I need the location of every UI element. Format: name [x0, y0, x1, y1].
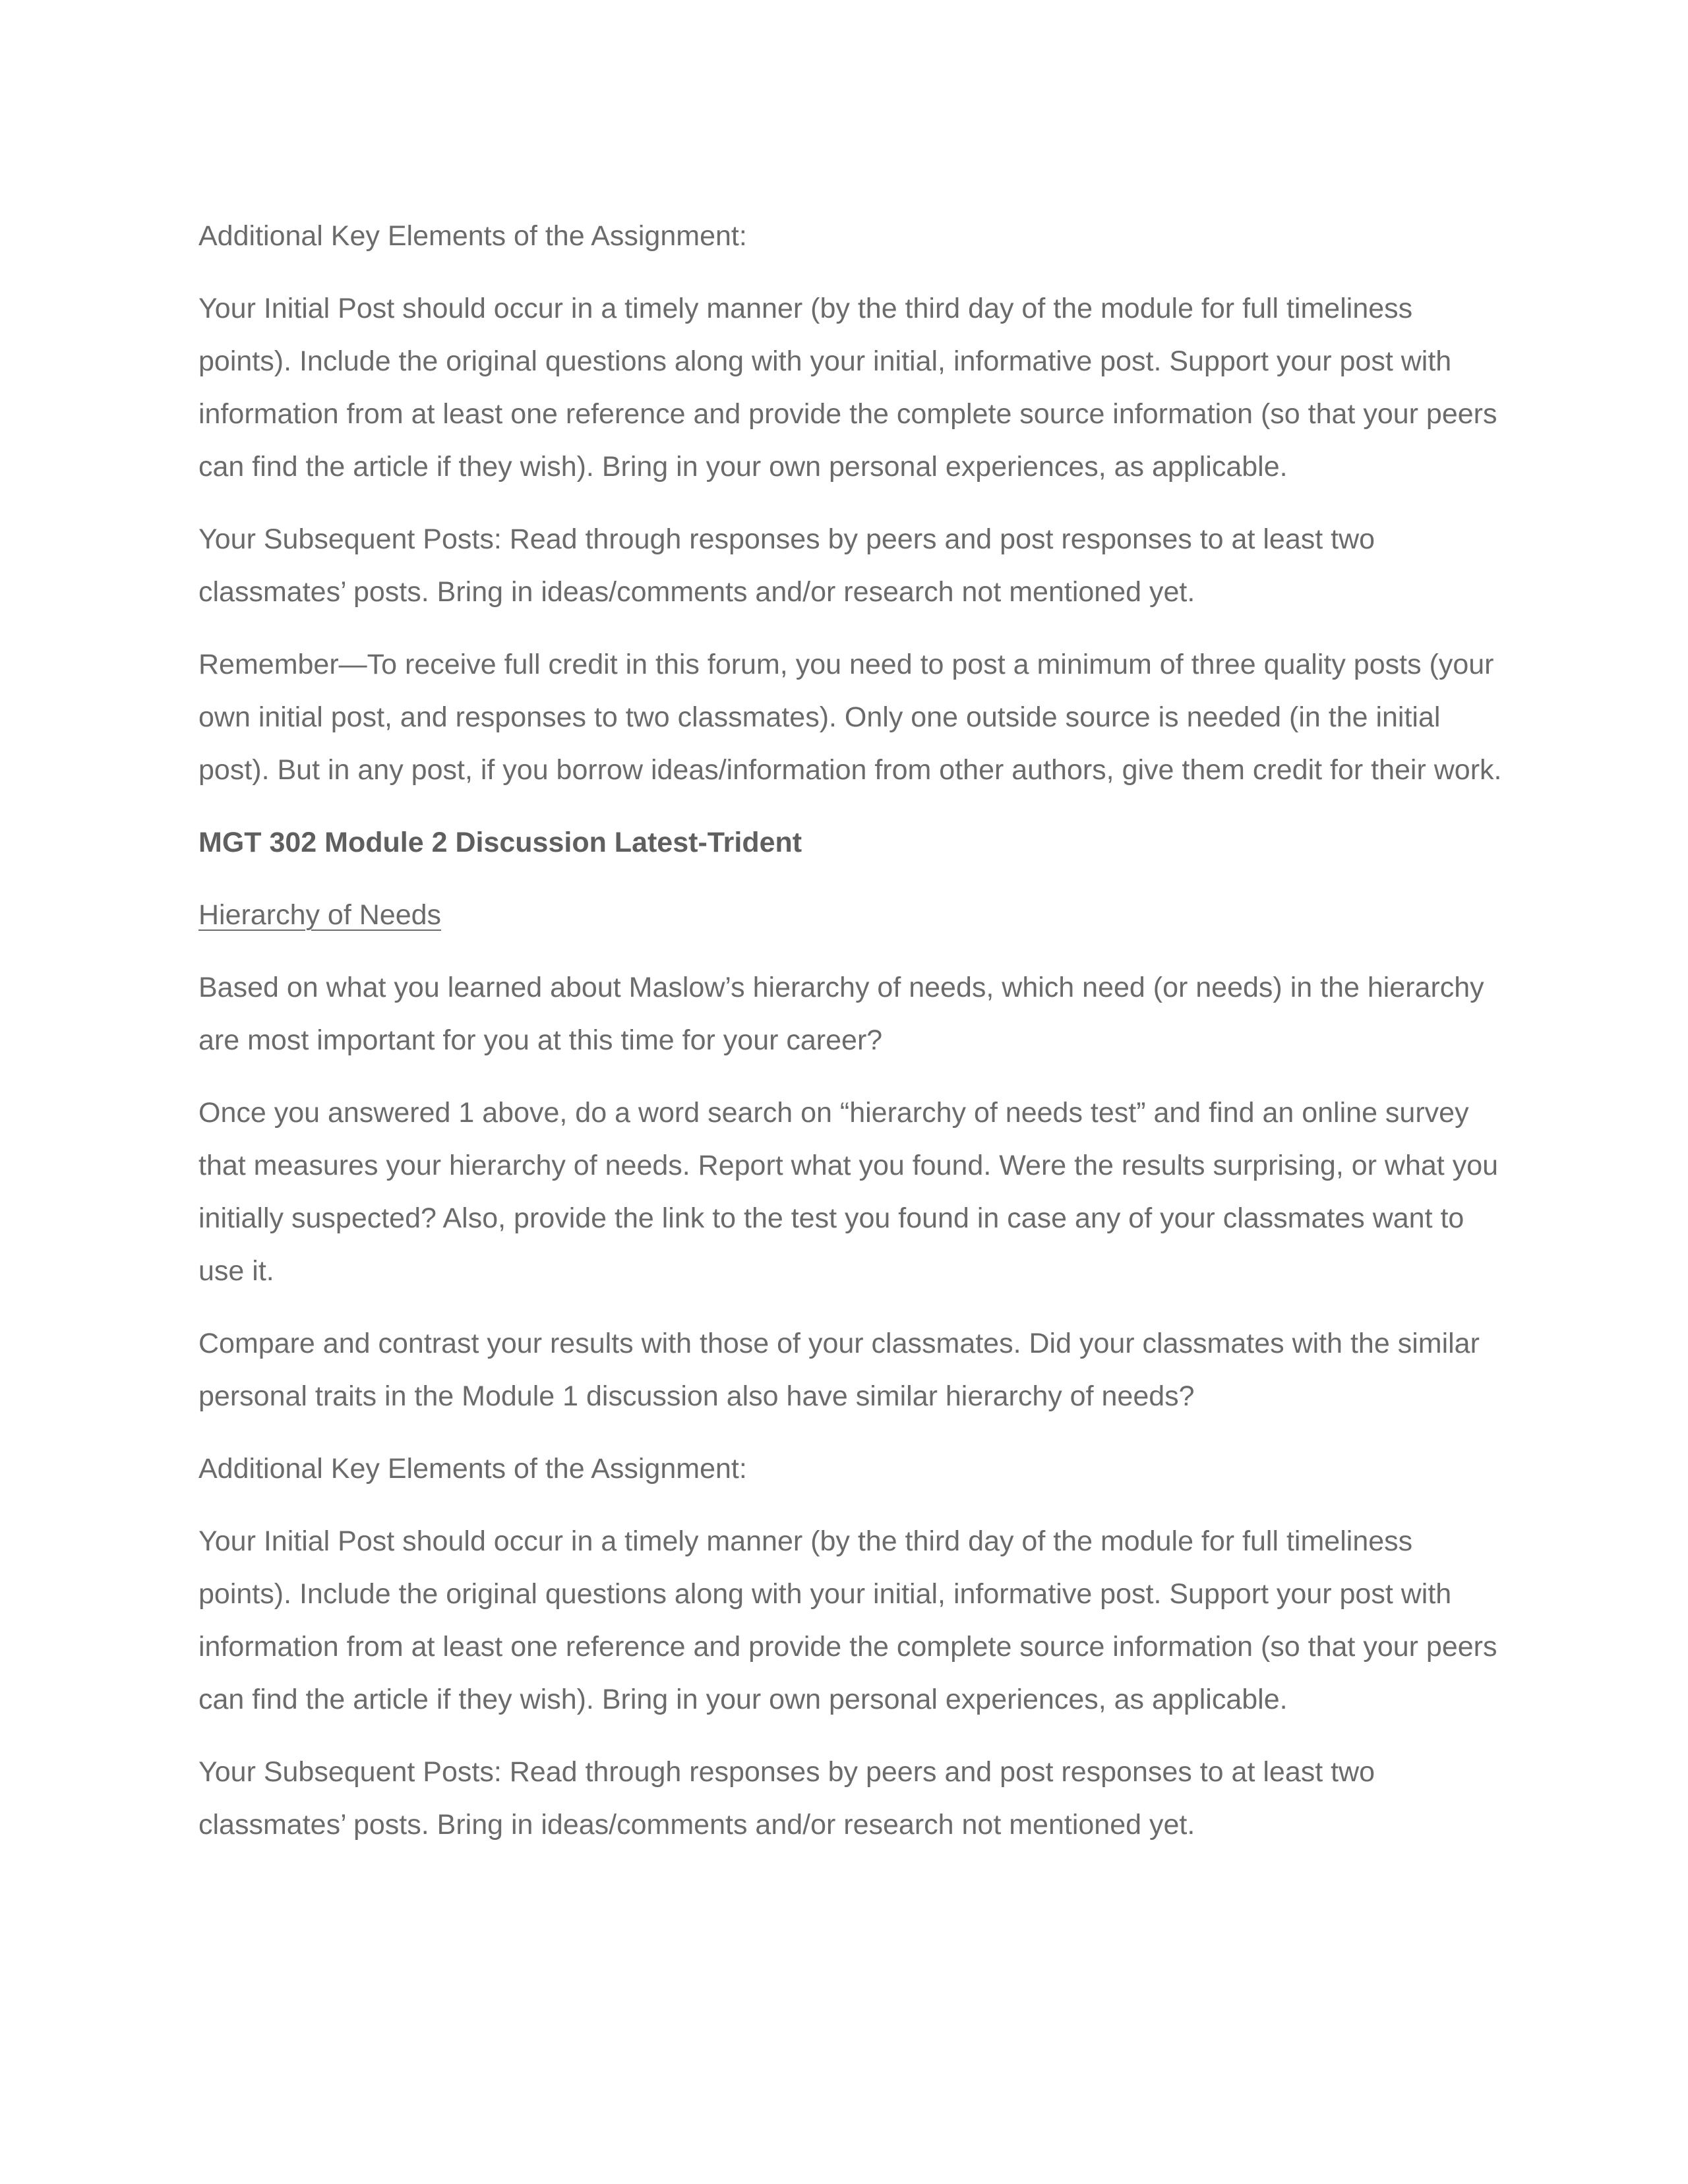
paragraph-key-elements-heading-2: Additional Key Elements of the Assignment:	[198, 1453, 747, 1485]
paragraph-subsequent-posts-2: Your Subsequent Posts: Read through responses by peers and post responses to at least two classmates’ posts. Bring in ideas/comments and/or research not mentioned yet.	[198, 1756, 1375, 1841]
paragraph-question-3: Compare and contrast your results with those of your classmates. Did your classmates with the similar personal traits in the Module 1 discussion also have similar hierarchy of needs?	[198, 1328, 1480, 1412]
paragraph-question-1: Based on what you learned about Maslow’s hierarchy of needs, which need (or needs) in the hierarchy are most important for you at this time for your career?	[198, 972, 1484, 1056]
section-subheading: Hierarchy of Needs	[198, 899, 442, 931]
section-heading: MGT 302 Module 2 Discussion Latest-Trident	[198, 827, 802, 858]
paragraph-subsequent-posts: Your Subsequent Posts: Read through responses by peers and post responses to at least two classmates’ posts. Bring in ideas/comments and/or research not mentioned yet.	[198, 523, 1375, 608]
paragraph-remember: Remember—To receive full credit in this forum, you need to post a minimum of three quality posts (your own initial post, and responses to two classmates). Only one outside source is needed (in the initial post). But in any post, if you borrow ideas/information from other authors, give them credit for their work.	[198, 649, 1502, 786]
paragraph-question-2: Once you answered 1 above, do a word search on “hierarchy of needs test” and find an online survey that measures your hierarchy of needs. Report what you found. Were the results surprising, or what you initially suspected? Also, provide the link to the test you found in case any of your classmates want to use it.	[198, 1097, 1499, 1287]
document-body	[198, 210, 1504, 1871]
paragraph-key-elements-heading: Additional Key Elements of the Assignment:	[198, 220, 747, 252]
paragraph-initial-post: Your Initial Post should occur in a timely manner (by the third day of the module for full timeliness points). Include the original questions along with your initial, informative post. Support your post with information from at least one reference and provide the complete source information (so that your peers can find the article if they wish). Bring in your own personal experiences, as applicable.	[198, 293, 1497, 483]
paragraph-initial-post-2: Your Initial Post should occur in a timely manner (by the third day of the module for full timeliness points). Include the original questions along with your initial, informative post. Support your post with information from at least one reference and provide the complete source information (so that your peers can find the article if they wish). Bring in your own personal experiences, as applicable.	[198, 1525, 1497, 1715]
